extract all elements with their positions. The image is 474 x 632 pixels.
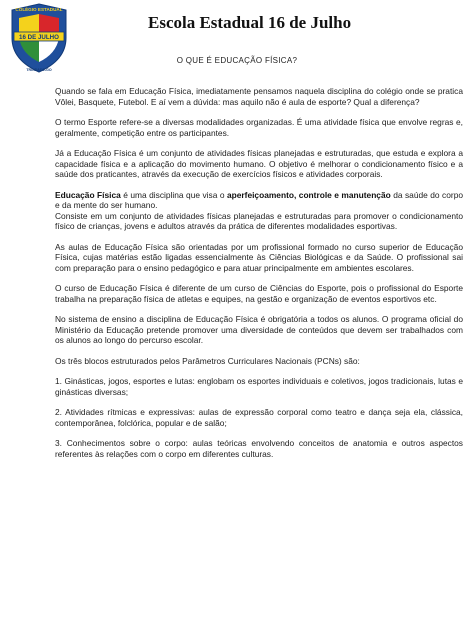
svg-text:TRINDADE-GO: TRINDADE-GO: [26, 68, 52, 72]
paragraph-esporte: O termo Esporte refere-se a diversas modalidades organizadas. É uma atividade física que envolve regras e, geralmente, competição entre os participantes.: [55, 117, 463, 138]
paragraph-intro: Quando se fala em Educação Física, imediatamente pensamos naquela disciplina do colégio onde se pratica Vôlei, Basquete, Futebol. E aí vem a dúvida: mas aquilo não é aula de esporte? Qual a diferença?: [55, 86, 463, 107]
list-item-3: 3. Conhecimentos sobre o corpo: aulas teóricas envolvendo conceitos de anatomia e outros aspectos referentes às relações com o corpo em diferentes culturas.: [55, 438, 463, 459]
paragraph-sistema-ensino: No sistema de ensino a disciplina de Educação Física é obrigatória a todos os alunos. O programa oficial do Ministério da Educação pretende promover uma diversidade de conteúdos que devem ser trabalhados com os alunos ao longo do percurso escolar.: [55, 314, 463, 345]
svg-text:16 DE JULHO: 16 DE JULHO: [19, 34, 59, 41]
page-subtitle: O QUE É EDUCAÇÃO FÍSICA?: [176, 56, 298, 65]
school-title: Escola Estadual 16 de Julho: [148, 13, 352, 32]
paragraph-consiste: Consiste em um conjunto de atividades físicas planejadas e estruturadas para promover o condicionamento físico de crianças, jovens e adultos através da prática de diferentes modalidades esportivas.: [55, 210, 463, 231]
paragraph-curso: O curso de Educação Física é diferente de um curso de Ciências do Esporte, pois o profissional do Esporte trabalha na preparação física de atletas e equipes, na gestão e organização de eventos esportivos etc.: [55, 283, 463, 304]
list-item-1: 1. Ginásticas, jogos, esportes e lutas: englobam os esportes individuais e coletivos, jogos tradicionais, lutas e ginásticas diversas;: [55, 376, 463, 397]
paragraph-pcns: Os três blocos estruturados pelos Parâmetros Curriculares Nacionais (PCNs) são:: [55, 355, 360, 366]
paragraph-definition: Educação Física é uma disciplina que visa o aperfeiçoamento, controle e manutenção da saúde do corpo e da mente do ser humano.: [55, 189, 464, 210]
list-item-2: 2. Atividades rítmicas e expressivas: aulas de expressão corporal como teatro e dança seja ela, clássica, contemporânea, folclórica, popular e de salão;: [55, 407, 463, 428]
bold-phrase: aperfeiçoamento, controle e manutenção: [226, 189, 391, 200]
paragraph-educacao-fisica: Já a Educação Física é um conjunto de atividades físicas planejadas e estruturadas, que estuda e explora a capacidade física e a aplicação do movimento humano. O objetivo é melhorar o condicionamento físico e a saúde dos praticantes, através da execução de exercícios físicos e atividades corporais.: [55, 148, 463, 179]
bold-term: Educação Física: [55, 189, 121, 200]
svg-text:COLÉGIO ESTADUAL: COLÉGIO ESTADUAL: [15, 7, 63, 12]
paragraph-aulas: As aulas de Educação Física são orientadas por um profissional formado no curso superior de Educação Física, cujas matérias estão ligadas essencialmente às Ciências Biológicas e da Saúde. O profissional sai com preparação para o ensino pedagógico e para atuar principalmente em ambientes escolares.: [55, 241, 463, 273]
document-body: [55, 86, 463, 469]
